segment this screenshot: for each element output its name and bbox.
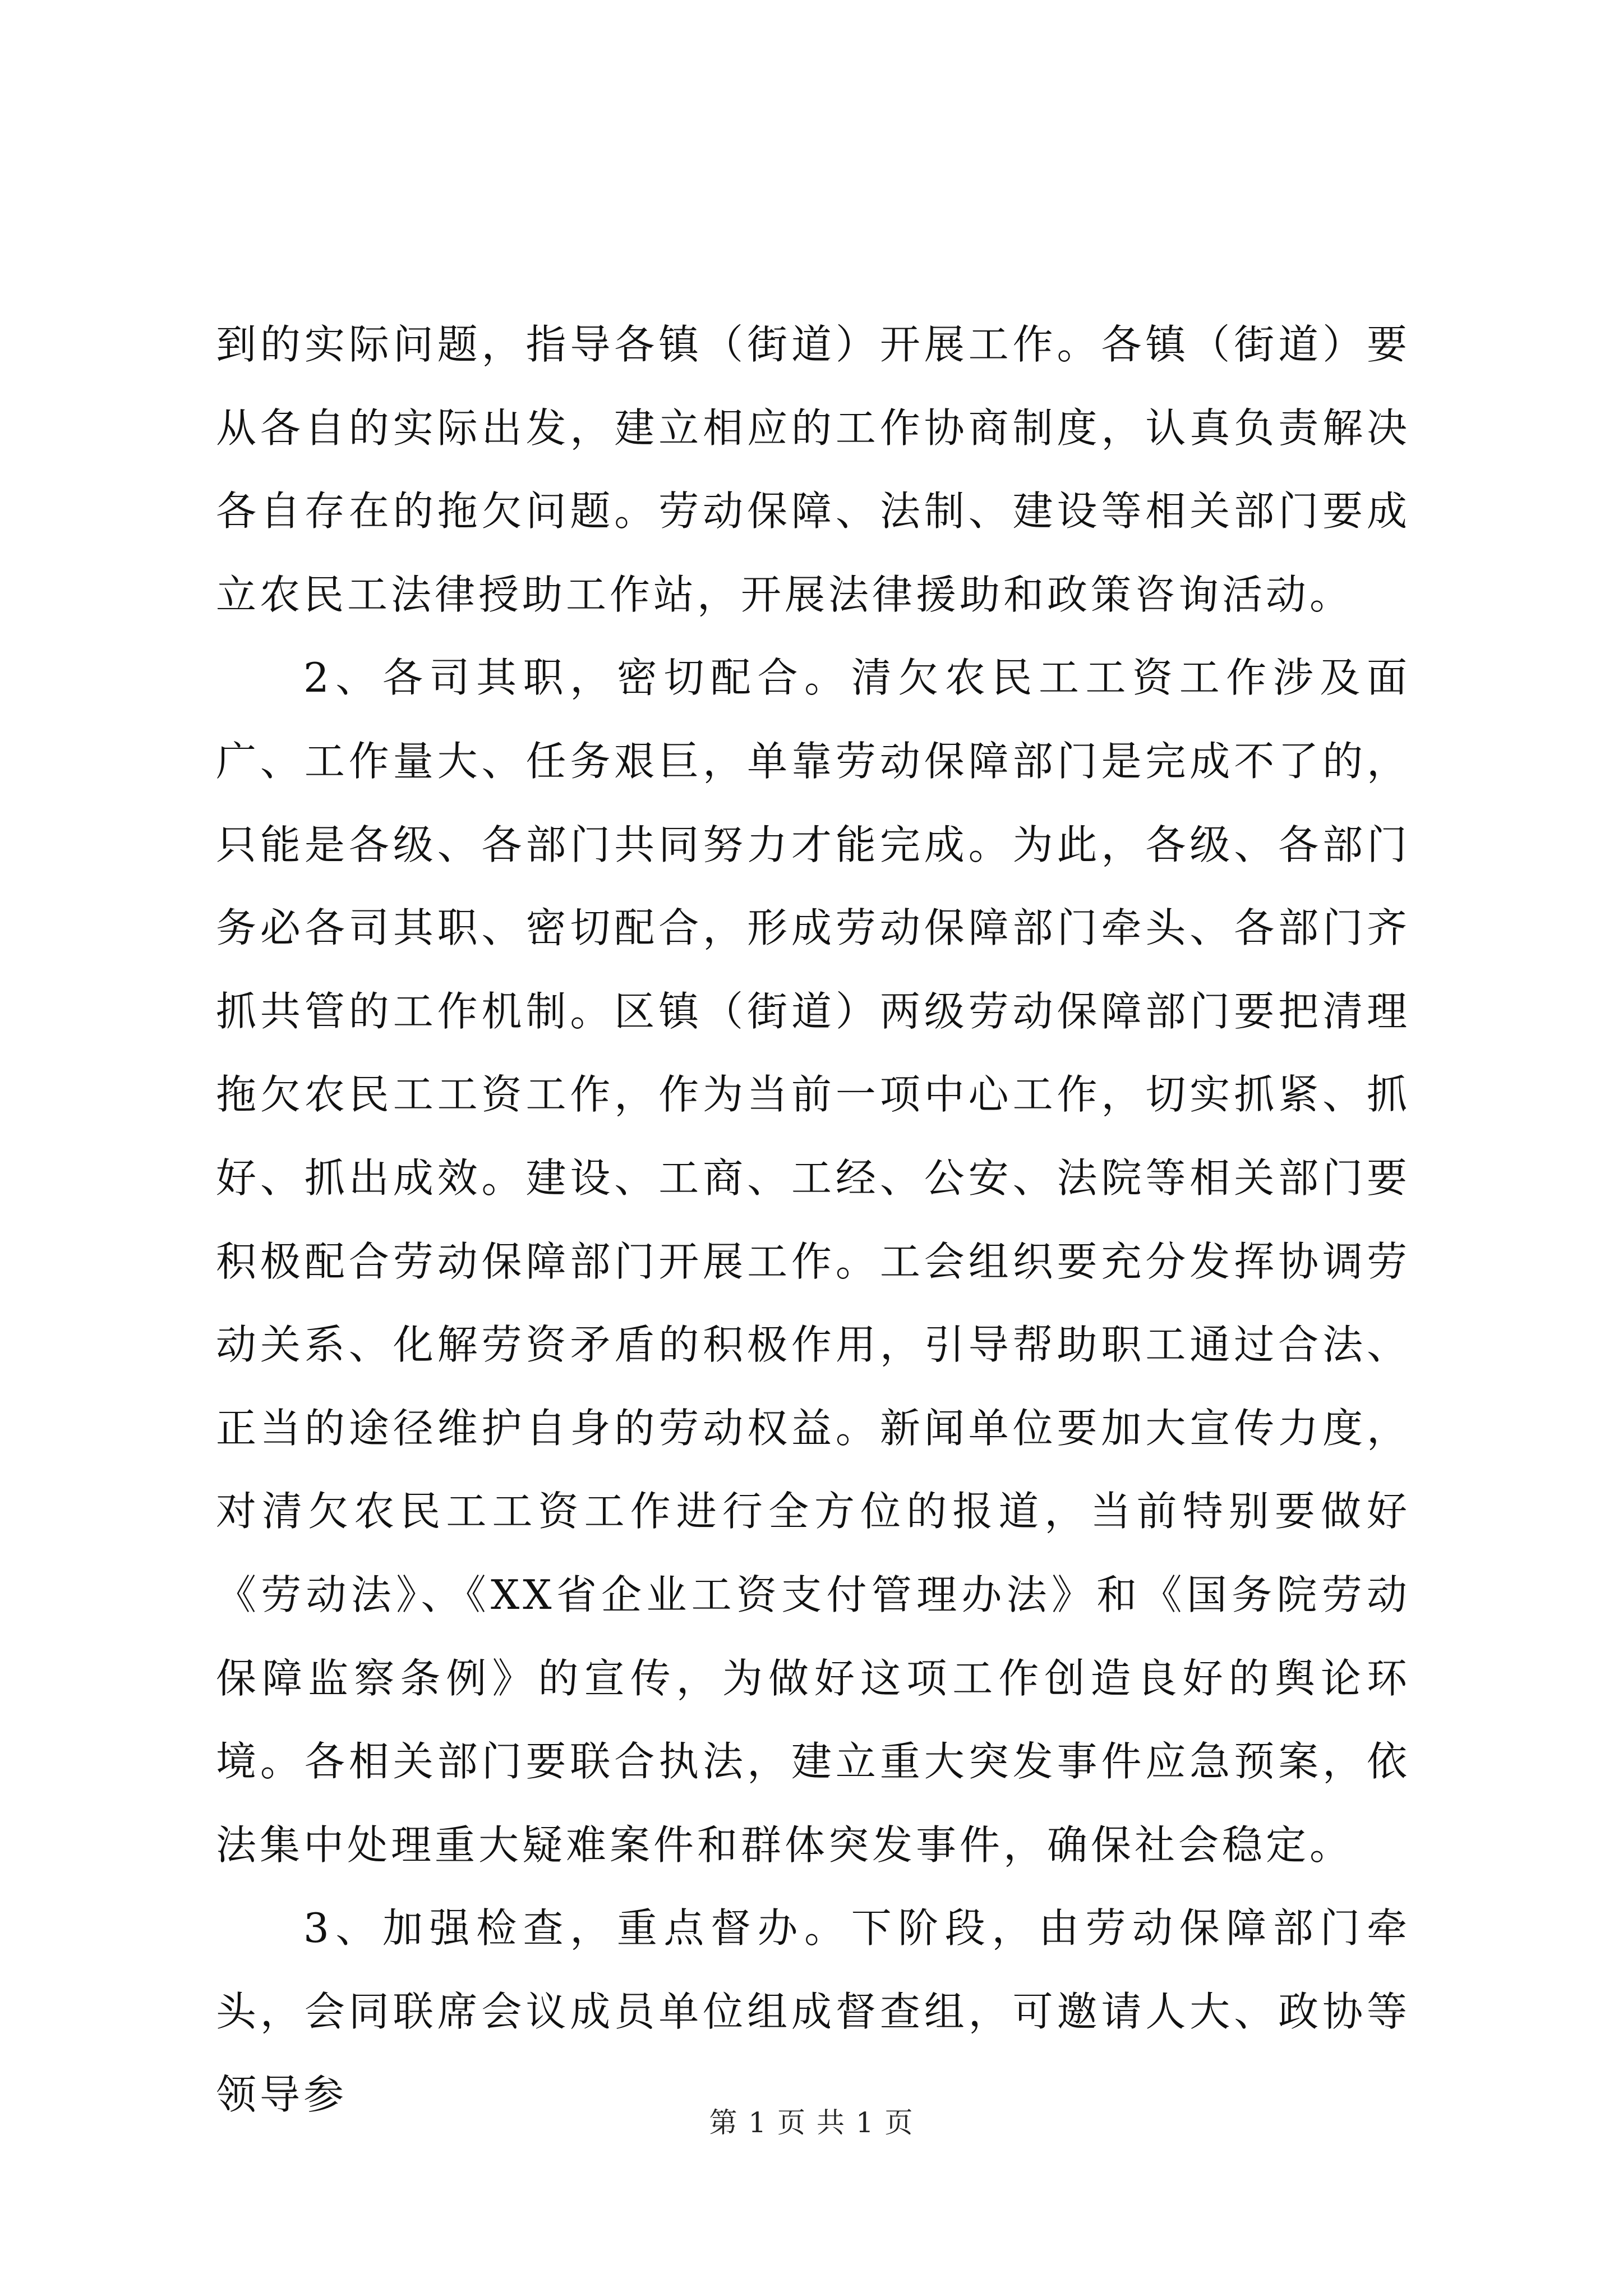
document-body [216,303,1410,2137]
page-footer: 第 1 页 共 1 页 [709,2106,914,2139]
paragraph-item-2: 2、各司其职，密切配合。清欠农民工工资工作涉及面广、工作量大、任务艰巨，单靠劳动保障部门是完成不了的，只能是各级、各部门共同努力才能完成。为此，各级、各部门务必各司其职、密切配合，形成劳动保障部门牵头、各部门齐抓共管的工作机制。区镇（街道）两级劳动保障部门要把清理拖欠农民工工资工作，作为当前一项中心工作，切实抓紧、抓好、抓出成效。建设、工商、工经、公安、法院等相关部门要积极配合劳动保障部门开展工作。工会组织要充分发挥协调劳动关系、化解劳资矛盾的积极作用，引导帮助职工通过合法、正当的途径维护自身的劳动权益。新闻单位要加大宣传力度，对清欠农民工工资工作进行全方位的报道，当前特别要做好《劳动法》、《XX省企业工资支付管理办法》和《国务院劳动保障监察条例》的宣传，为做好这项工作创造良好的舆论环境。各相关部门要联合执法，建立重大突发事件应急预案，依法集中处理重大疑难案件和群体突发事件，确保社会稳定。 [216,654,1410,1869]
paragraph-item-3: 3、加强检查，重点督办。下阶段，由劳动保障部门牵头，会同联席会议成员单位组成督查组，可邀请人大、政协等领导参 [216,1904,1410,2119]
paragraph-continuation: 到的实际问题，指导各镇（街道）开展工作。各镇（街道）要从各自的实际出发，建立相应的工作协商制度，认真负责解决各自存在的拖欠问题。劳动保障、法制、建设等相关部门要成立农民工法律授助工作站，开展法律援助和政策咨询活动。 [216,321,1410,618]
